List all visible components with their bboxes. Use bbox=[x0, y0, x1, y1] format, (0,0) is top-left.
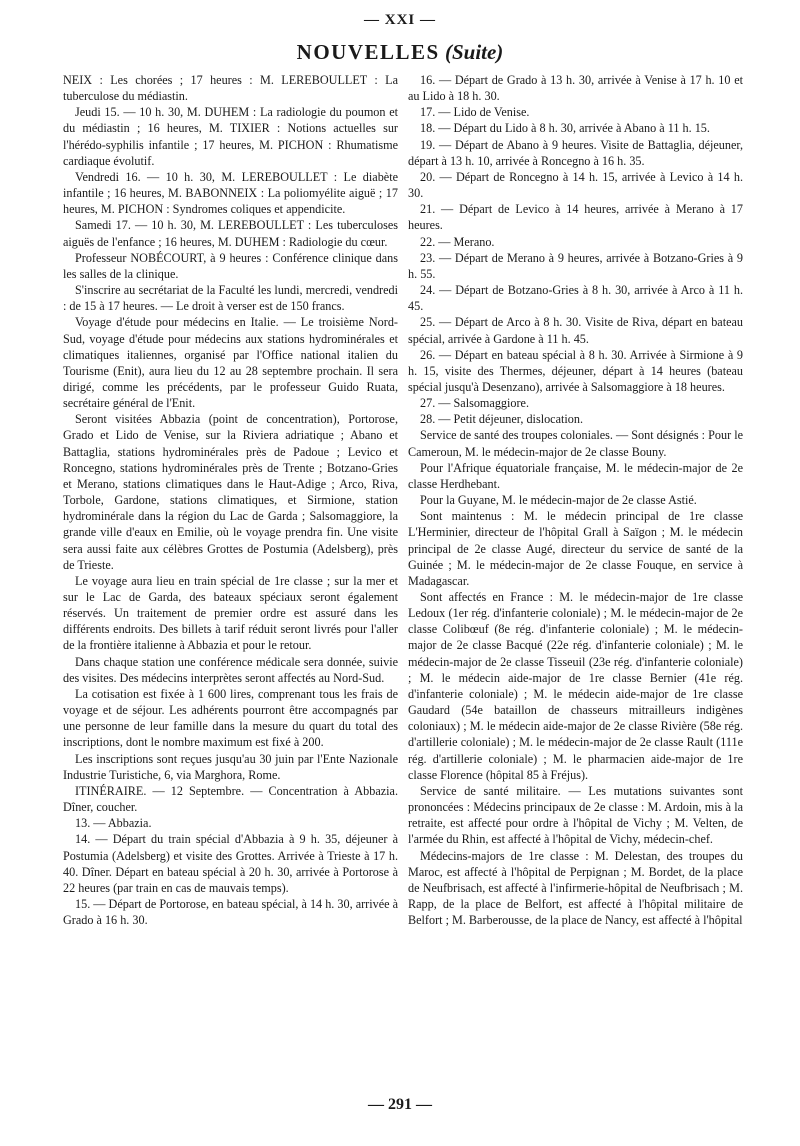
paragraph: Médecins-majors de 1re classe : M. Delestan, des troupes du Maroc, est affecté à l'hôpital de Perpignan ; M. Bordet, de la place de Neufbrisach, est affecté à l'infirmerie-hôpital de Neufbrisach ; M. Rapp, de la place de Belfort, est affecté à l'hôpital militaire de Belfort ; M. Barberousse, de la place de Nancy, est affecté à l'hôpital bbox=[408, 848, 743, 928]
paragraph: S'inscrire au secrétariat de la Faculté les lundi, mercredi, vendredi : de 15 à 17 heures. — Le droit à verser est de 150 francs. bbox=[63, 283, 398, 314]
paragraph: 18. — Départ du Lido à 8 h. 30, arrivée à Abano à 11 h. 15. bbox=[420, 121, 710, 136]
paragraph: 15. — Départ de Portorose, en bateau spécial, à 14 h. 30, arrivée à Grado à 16 h. 30. bbox=[63, 896, 398, 928]
page-title bbox=[0, 40, 800, 65]
paragraph: 26. — Départ en bateau spécial à 8 h. 30. Arrivée à Sirmione à 9 h. 15, visite des Thermes, déjeuner, départ à 14 heures (bateau spécial jusqu'à Desenzano), arrivée à Salsomaggiore à 18 heures. bbox=[408, 347, 743, 394]
paragraph: 21. — Départ de Levico à 14 heures, arrivée à Merano à 17 heures. bbox=[408, 202, 743, 233]
paragraph: Seront visitées Abbazia (point de concentration), Portorose, Grado et Lido de Venise, sur la Riviera adriatique ; Abano et Battaglia, stations hydrominérales près de Padoue ; Levico et Roncegno, stations hydrominérales près de Trente ; Botzano-Gries et Merano, stations climatiques dans le Haut-Adige ; Arco, Riva, Torbole, Gardone, stations climatiques, et Sirmione, station hydrominérale dans la région du Lac de Garda ; Salsomaggiore, la grande ville d'eaux en Emilie, où le voyage prendra fin. Une visite sera aussi faite aux célèbres Grottes de Postumia (Adelsberg), près de Trieste. bbox=[63, 412, 398, 572]
title-suffix: (Suite) bbox=[444, 40, 504, 64]
paragraph: 17. — Lido de Venise. bbox=[420, 105, 530, 120]
paragraph: Voyage d'étude pour médecins en Italie. — Le troisième Nord-Sud, voyage d'étude pour médecins aux stations hydrominérales et climatiques italiennes, organisé par l'Office national italien du Tourisme (Enit), aura lieu du 12 au 28 septembre prochain. Il sera dirigé, comme les précédents, par le professeur Guido Ruata, secrétaire général de l'Enit. bbox=[63, 315, 398, 411]
right-column bbox=[408, 72, 743, 928]
paragraph: NEIX : Les chorées ; 17 heures : M. LEREBOULLET : La tuberculose du médiastin. bbox=[63, 73, 398, 104]
paragraph: Service de santé militaire. — Les mutations suivantes sont prononcées : Médecins principaux de 2e classe : M. Ardoin, mis à la retraite, est affecté pour ordre à l'hôpital de Vichy ; M. Velten, de l'armée du Rhin, est affecté à l'hôpital de Vichy, médecin-chef. bbox=[408, 783, 743, 847]
paragraph: Samedi 17. — 10 h. 30, M. LEREBOULLET : Les tuberculoses aiguës de l'enfance ; 16 heures, M. DUHEM : Radiologie du cœur. bbox=[63, 218, 398, 249]
paragraph: 24. — Départ de Botzano-Gries à 8 h. 30, arrivée à Arco à 11 h. 45. bbox=[408, 283, 743, 314]
paragraph: 20. — Départ de Roncegno à 14 h. 15, arrivée à Levico à 14 h. 30. bbox=[408, 169, 743, 201]
paragraph: 27. — Salsomaggiore. bbox=[420, 396, 529, 411]
paragraph: 23. — Départ de Merano à 9 heures, arrivée à Botzano-Gries à 9 h. 55. bbox=[408, 250, 743, 281]
paragraph: Professeur NOBÉCOURT, à 9 heures : Conférence clinique dans les salles de la clinique. bbox=[63, 250, 398, 281]
section-roman-numeral: — XXI — bbox=[363, 12, 436, 28]
paragraph: Dans chaque station une conférence médicale sera donnée, suivie des visites. Des médecins interprètes seront affectés au Nord-Sud. bbox=[63, 654, 398, 685]
paragraph: Service de santé des troupes coloniales. — Sont désignés : Pour le Cameroun, M. le médecin-major de 2e classe Bouny. bbox=[408, 428, 743, 459]
paragraph: 13. — Abbazia. bbox=[75, 816, 152, 831]
paragraph: 25. — Départ de Arco à 8 h. 30. Visite de Riva, départ en bateau spécial, arrivée à Gardone à 11 h. 45. bbox=[408, 315, 743, 346]
paragraph: 14. — Départ du train spécial d'Abbazia à 9 h. 35, déjeuner à Postumia (Adelsberg) et visite des Grottes. Arrivée à Trieste à 17 h. 40. Dîner. Départ en bateau spécial à 20 h. 30, arrivée à Portorose à 22 heures (par train en cas de mauvais temps). bbox=[63, 832, 398, 895]
paragraph: Vendredi 16. — 10 h. 30, M. LEREBOULLET : Le diabète infantile ; 16 heures, M. BABONNEIX : La poliomyélite aiguë ; 17 heures, M. PICHON : Syndromes coliques et appendicite. bbox=[63, 169, 398, 217]
paragraph: La cotisation est fixée à 1 600 lires, comprenant tous les frais de voyage et de séjour. Les adhérents pourront être accompagnés par une personne de leur famille dans la mesure du quart du total des inscriptions, dont le nombre maximum est fixé à 200. bbox=[63, 686, 398, 750]
paragraph: Sont maintenus : M. le médecin principal de 1re classe L'Herminier, directeur de l'hôpital Grall à Saïgon ; M. le médecin principal de 2e classe Augé, directeur du service de santé de la Guinée ; M. le médecin-major de 2e classe Fouque, en service à Madagascar. bbox=[408, 509, 743, 588]
paragraph: Les inscriptions sont reçues jusqu'au 30 juin par l'Ente Nazionale Industrie Turistiche, 6, via Marghora, Rome. bbox=[63, 751, 398, 782]
paragraph: 16. — Départ de Grado à 13 h. 30, arrivée à Venise à 17 h. 10 et au Lido à 18 h. 30. bbox=[408, 73, 743, 104]
paragraph: Le voyage aura lieu en train spécial de 1re classe ; sur la mer et sur le Lac de Garda, des bateaux spéciaux seront également réservés. Un traitement de premier ordre est assuré dans les différents endroits. Des billets à tarif réduit seront livrés pour l'aller de la frontière italienne à Abbazia et pour le retour. bbox=[63, 573, 398, 653]
left-column bbox=[63, 72, 398, 928]
paragraph: Pour la Guyane, M. le médecin-major de 2e classe Astié. bbox=[420, 493, 697, 508]
paragraph: Jeudi 15. — 10 h. 30, M. DUHEM : La radiologie du poumon et du médiastin ; 16 heures, M. TIXIER : Notions actuelles sur l'hérédo-syphilis infantile ; 17 heures, M. PICHON : Rhumatisme cardiaque évolutif. bbox=[63, 105, 398, 168]
paragraph: Sont affectés en France : M. le médecin-major de 1re classe Ledoux (1er rég. d'infanterie coloniale) ; M. le médecin-major de 2e classe Colibœuf (8e rég. d'infanterie coloniale) ; M. le médecin-major de 2e classe Bacqué (22e rég. d'infanterie coloniale) ; M. le médecin-major de 2e classe Tisseuil (23e rég. d'infanterie coloniale) ; M. le médecin aide-major de 1re classe Bernier (41e rég. d'infanterie coloniale) ; M. le médecin aide-major de 1re classe Gaudard (54e bataillon de chasseurs mitrailleurs indigènes coloniaux) ; M. le médecin aide-major de 2e classe Rivière (58e rég. d'artillerie coloniale) ; M. le médecin-major de 2e classe Rault (111e rég. d'artillerie coloniale) ; M. le pharmacien aide-major de 1re classe Florence (hôpital 85 à Fréjus). bbox=[408, 590, 743, 782]
page-number: — 291 — bbox=[368, 1096, 432, 1113]
title-main: NOUVELLES bbox=[296, 40, 440, 64]
paragraph: 22. — Merano. bbox=[420, 234, 495, 249]
paragraph: ITINÉRAIRE. — 12 Septembre. — Concentration à Abbazia. Dîner, coucher. bbox=[63, 783, 398, 815]
paragraph: 28. — Petit déjeuner, dislocation. bbox=[420, 412, 583, 427]
paragraph: Pour l'Afrique équatoriale française, M. le médecin-major de 2e classe Herdhebant. bbox=[408, 460, 743, 491]
paragraph: 19. — Départ de Abano à 9 heures. Visite de Battaglia, déjeuner, départ à 13 h. 10, arrivée à Roncegno à 16 h. 35. bbox=[408, 137, 743, 168]
